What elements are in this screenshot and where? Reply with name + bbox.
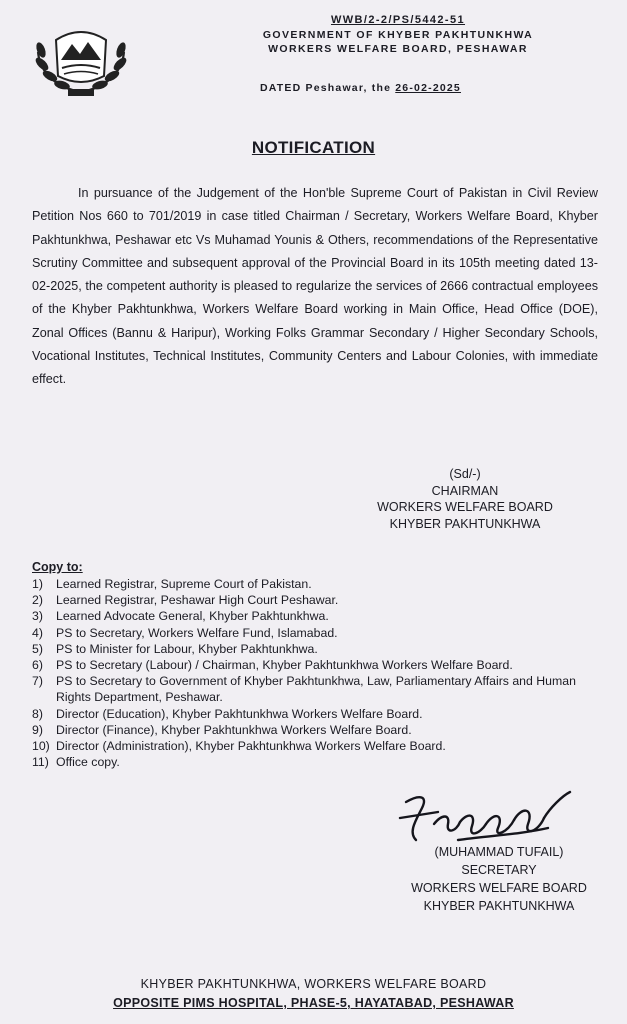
- list-item-number: 9): [32, 722, 43, 737]
- list-item-number: 7): [32, 674, 43, 689]
- document-title: NOTIFICATION: [251, 138, 376, 157]
- list-item-number: 8): [32, 706, 43, 721]
- board-heading: WORKERS WELFARE BOARD, PESHAWAR: [268, 43, 528, 55]
- government-emblem-icon: [28, 18, 134, 98]
- secretary-name: (MUHAMMAD TUFAIL): [434, 845, 564, 859]
- list-item-number: 3): [32, 609, 43, 624]
- government-heading: GOVERNMENT OF KHYBER PAKHTUNKHWA: [262, 29, 534, 41]
- notification-date: 26-02-2025: [395, 82, 461, 94]
- notification-body: In pursuance of the Judgement of the Hon'ble Supreme Court of Pakistan in Civil Review Petition Nos 660 to 701/2019 in case titled Chairman / Secretary, Workers Welfare Board, Khyber Pakhtunkhwa, Peshawar etc Vs Muhamad Younis & Others, recommendations of the Representative Scrutiny Committee and subsequent approval of the Provincial Board in its 105th meeting dated 13-02-2025, the competent authority is pleased to regularize the services of 2666 contractual employees of the Khyber Pakhtunkhwa, Workers Welfare Board working in Main Office, Head Office (DOE), Zonal Offices (Bannu & Haripur), Working Folks Grammar Secondary / Higher Secondary Schools, Vocational Institutes, Technical Institutes, Community Centers and Labour Colonies, with immediate effect.: [32, 186, 598, 387]
- secretary-designation: SECRETARY: [461, 863, 537, 877]
- list-item-number: 11): [32, 755, 49, 770]
- list-item-number: 1): [32, 577, 43, 591]
- list-item-number: 6): [32, 658, 43, 673]
- dated-prefix: DATED Peshawar, the: [260, 82, 392, 94]
- chairman-designation: CHAIRMAN: [431, 483, 499, 498]
- handwritten-signature-icon: [398, 788, 578, 850]
- chairman-province: KHYBER PAKHTUNKHWA: [389, 516, 541, 531]
- list-item: [32, 641, 592, 657]
- list-item-text: PS to Secretary (Labour) / Chairman, Khyber Pakhtunkhwa Workers Welfare Board.: [56, 658, 513, 673]
- copy-to-list: [32, 576, 592, 770]
- list-item: [32, 738, 592, 754]
- list-item: [32, 592, 592, 608]
- chairman-org: WORKERS WELFARE BOARD: [377, 500, 553, 514]
- reference-number: WWB/2-2/PS/5442-51: [330, 14, 466, 26]
- copy-to-heading: Copy to:: [32, 560, 83, 574]
- list-item-text: PS to Minister for Labour, Khyber Pakhtunkhwa.: [56, 641, 318, 656]
- list-item-text: Office copy.: [56, 755, 120, 770]
- secretary-province: KHYBER PAKHTUNKHWA: [423, 899, 575, 913]
- list-item-number: 5): [32, 641, 43, 656]
- list-item-text: Director (Finance), Khyber Pakhtunkhwa Workers Welfare Board.: [56, 722, 412, 737]
- list-item-text: PS to Secretary to Government of Khyber Pakhtunkhwa, Law, Parliamentary Affairs and Human Rights Department, Peshawar.: [56, 674, 576, 705]
- list-item: [32, 608, 592, 624]
- chairman-signature-block: [350, 466, 580, 532]
- list-item-text: Learned Advocate General, Khyber Pakhtunkhwa.: [56, 609, 329, 624]
- signed-mark: (Sd/-): [449, 467, 481, 481]
- list-item: [32, 657, 592, 673]
- list-item-number: 4): [32, 625, 43, 640]
- list-item: [32, 576, 592, 592]
- list-item: [32, 673, 592, 705]
- dated-line: [260, 82, 461, 94]
- list-item-text: Learned Registrar, Supreme Court of Pakistan.: [56, 577, 312, 591]
- list-item-text: Director (Administration), Khyber Pakhtunkhwa Workers Welfare Board.: [56, 739, 446, 754]
- list-item-text: Learned Registrar, Peshawar High Court Peshawar.: [56, 593, 339, 608]
- secretary-signature-block: [380, 843, 618, 915]
- list-item-number: 2): [32, 593, 43, 608]
- list-item: [32, 625, 592, 641]
- list-item-text: PS to Secretary, Workers Welfare Fund, Islamabad.: [56, 625, 338, 640]
- list-item: [32, 754, 592, 770]
- footer-address: OPPOSITE PIMS HOSPITAL, PHASE-5, HAYATABAD, PESHAWAR: [113, 996, 514, 1010]
- list-item-number: 10): [32, 739, 50, 754]
- secretary-org: WORKERS WELFARE BOARD: [411, 881, 587, 895]
- list-item: [32, 706, 592, 722]
- list-item-text: Director (Education), Khyber Pakhtunkhwa Workers Welfare Board.: [56, 706, 423, 721]
- footer-org: KHYBER PAKHTUNKHWA, WORKERS WELFARE BOARD: [140, 977, 487, 991]
- list-item: [32, 722, 592, 738]
